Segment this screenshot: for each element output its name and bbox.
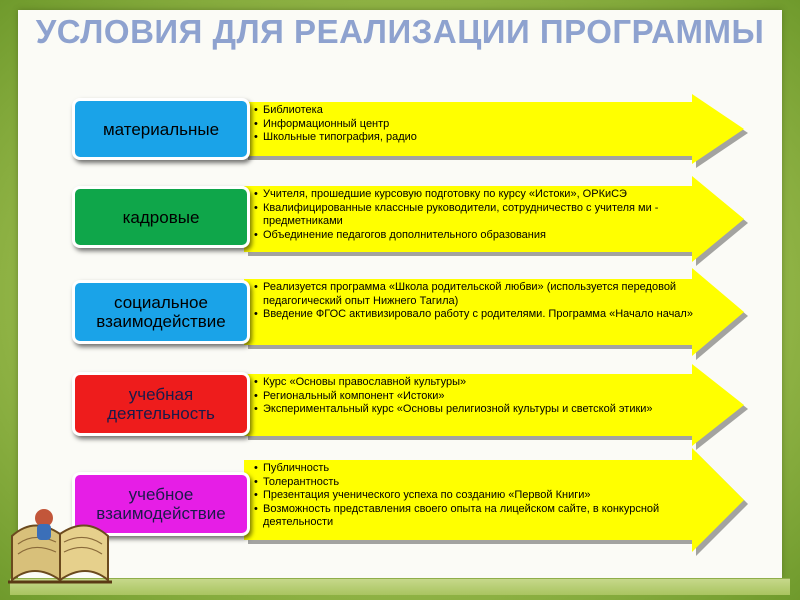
slide-title: УСЛОВИЯ ДЛЯ РЕАЛИЗАЦИИ ПРОГРАММЫ (35, 13, 765, 50)
item-list (254, 462, 704, 530)
list-item: • Презентация ученического успеха по созданию «Первой Книги» (254, 489, 704, 503)
condition-row (0, 268, 800, 356)
item-list (254, 104, 704, 145)
condition-row (0, 448, 800, 552)
list-item: • Школьные типография, радио (254, 131, 704, 145)
list-item: • Публичность (254, 462, 704, 476)
list-item: • Учителя, прошедшие курсовую подготовку по курсу «Истоки», ОРКиСЭ (254, 188, 704, 202)
condition-row (0, 176, 800, 262)
list-item: • Библиотека (254, 104, 704, 118)
item-list (254, 376, 704, 417)
category-label: учебное взаимодействие (72, 472, 250, 536)
list-item: • Информационный центр (254, 118, 704, 132)
list-item: • Квалифицированные классные руководители, сотрудничество с учителя ми - предметниками (254, 202, 704, 229)
condition-row (0, 364, 800, 446)
list-item: • Толерантность (254, 476, 704, 490)
condition-row (0, 94, 800, 164)
open-book-icon (4, 496, 116, 588)
list-item: • Возможность представления своего опыта на лицейском сайте, в конкурсной деятельности (254, 503, 704, 530)
category-label: учебная деятельность (72, 372, 250, 436)
list-item: • Объединение педагогов дополнительного образования (254, 229, 704, 243)
bottom-strip (10, 578, 790, 595)
list-item: • Курс «Основы православной культуры» (254, 376, 704, 390)
list-item: • Региональный компонент «Истоки» (254, 390, 704, 404)
list-item: • Введение ФГОС активизировало работу с родителями. Программа «Начало начал» (254, 308, 704, 322)
list-item: • Экспериментальный курс «Основы религиозной культуры и светской этики» (254, 403, 704, 417)
category-label: социальное взаимодействие (72, 280, 250, 344)
item-list (254, 188, 704, 242)
list-item: • Реализуется программа «Школа родительской любви» (используется передовой педагогический опыт Нижнего Тагила) (254, 281, 704, 308)
item-list (254, 281, 704, 322)
category-label: материальные (72, 98, 250, 160)
category-label: кадровые (72, 186, 250, 248)
